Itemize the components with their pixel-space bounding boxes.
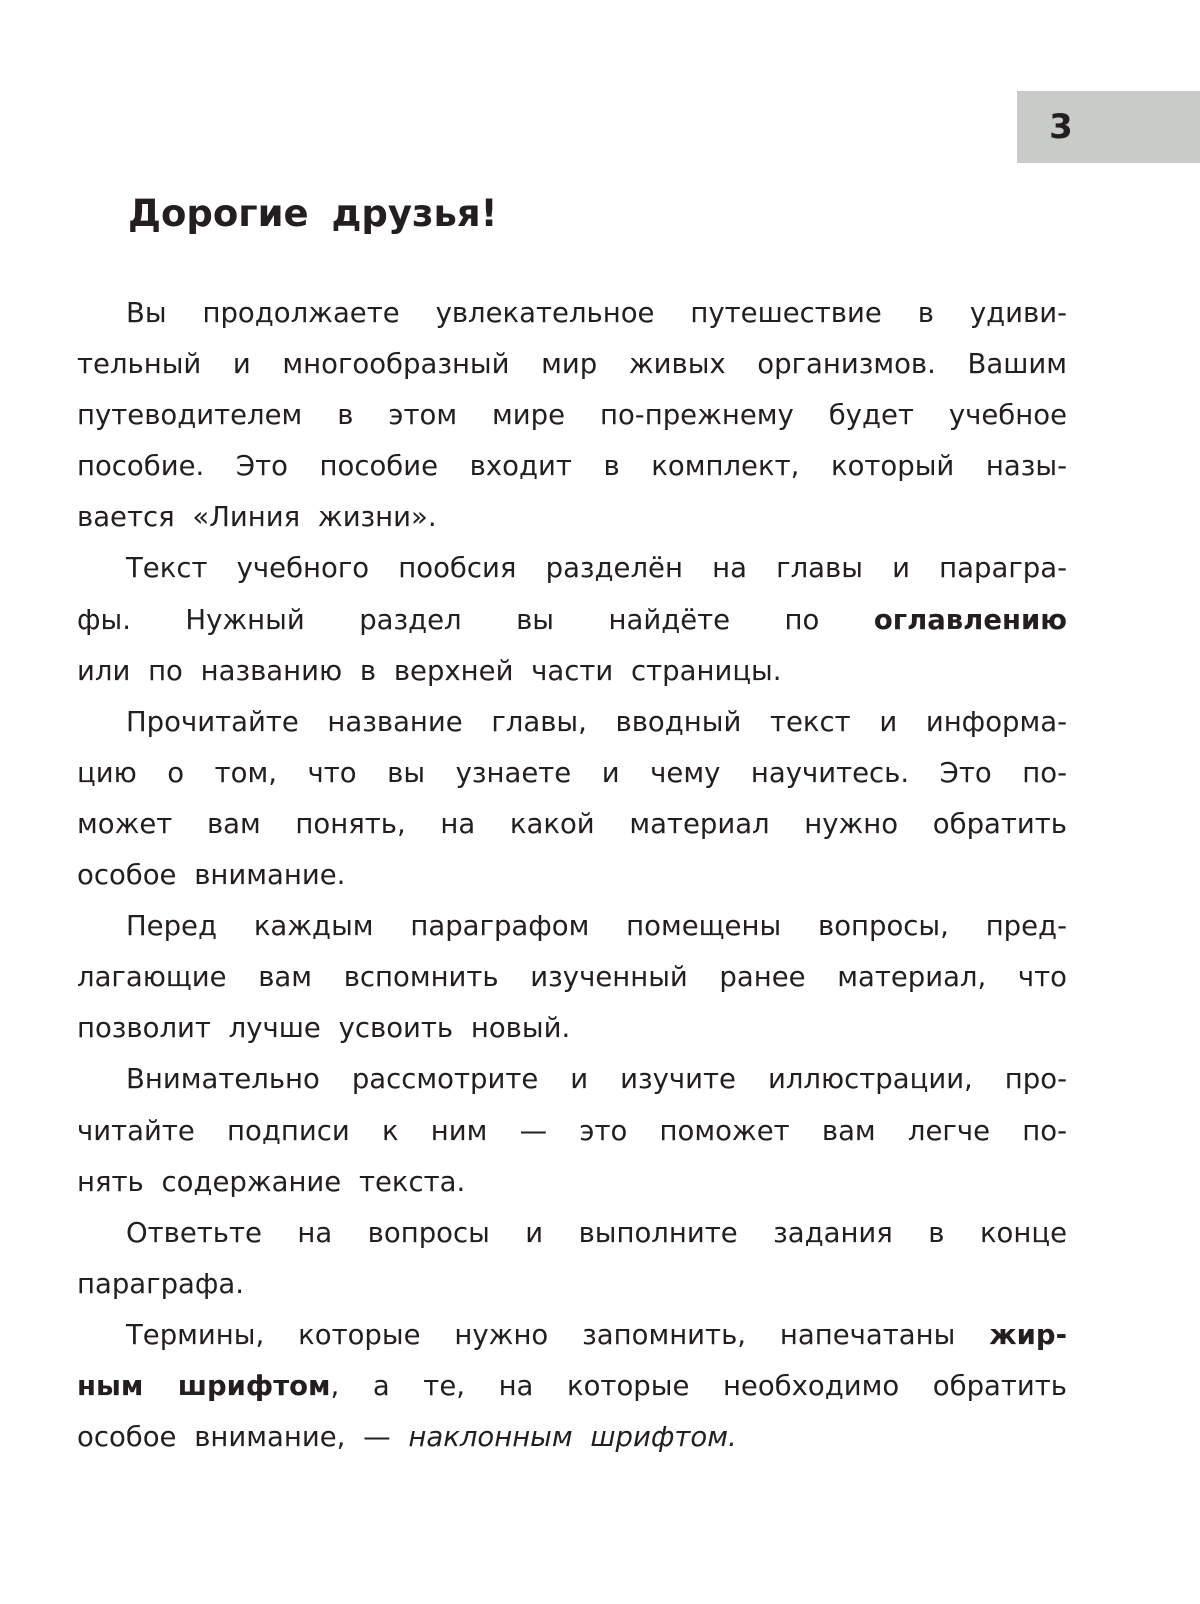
bold-term-fragment: ным шрифтом <box>77 1369 331 1402</box>
bold-term-contents: оглавлению <box>873 603 1067 636</box>
text-line: Внимательно рассмотрите и изучите иллюстрации, про- <box>126 1063 1067 1096</box>
text-line: читайте подписи к ним — это поможет вам легче по- <box>77 1114 1067 1147</box>
paragraph-questions <box>77 901 1067 1054</box>
paragraph-tasks <box>77 1208 1067 1310</box>
text-line <box>77 1412 1067 1463</box>
paragraph-structure <box>77 543 1067 696</box>
text-line: вается «Линия жизни». <box>77 501 437 534</box>
text-segment: особое внимание, — <box>77 1421 391 1454</box>
text-line: Вы продолжаете увлекательное путешествие в удиви- <box>126 297 1067 329</box>
text-segment: , а те, на которые необходимо обратить <box>330 1369 1067 1402</box>
text-line: путеводителем в этом мире по-прежнему будет учебное <box>77 399 1067 432</box>
paragraph-illustrations <box>77 1054 1067 1207</box>
text-line: может вам понять, на какой материал нужно обратить <box>77 807 1067 840</box>
text-line: или по названию в верхней части страницы. <box>77 654 782 687</box>
text-line: параграфа. <box>77 1267 245 1300</box>
text-line <box>77 1361 1067 1412</box>
text-line: Текст учебного пообсия разделён на главы и паpагра- <box>126 552 1067 585</box>
page-number-tab <box>1017 91 1200 163</box>
text-line: цию о том, что вы узнаете и чему научитесь. Это по- <box>77 756 1067 789</box>
paragraph-intro <box>77 288 1067 543</box>
body-text <box>77 288 1067 1463</box>
italic-term: наклонным шрифтом. <box>408 1421 737 1454</box>
text-line: лагающие вам вспомнить изученный ранее материал, что <box>77 961 1067 994</box>
text-line: нять содержание текста. <box>77 1165 466 1198</box>
text-line: тельный и многообразный мир живых организмов. Вашим <box>77 348 1067 381</box>
text-segment: фы. Нужный раздел вы найдёте по <box>77 603 820 636</box>
bold-term-fragment: жир- <box>989 1318 1067 1351</box>
paragraph-chapter <box>77 697 1067 901</box>
page-number: 3 <box>1049 107 1073 147</box>
text-segment: Термины, которые нужно запомнить, напечатаны <box>126 1318 956 1351</box>
text-line: Перед каждым параграфом помещены вопросы, пред- <box>126 910 1067 943</box>
text-line <box>77 595 1067 646</box>
text-line: особое внимание. <box>77 859 346 892</box>
paragraph-terms <box>77 1310 1067 1463</box>
text-line: позволит лучше усвоить новый. <box>77 1012 571 1045</box>
page-title: Дорогие друзья! <box>128 192 498 235</box>
text-line <box>77 1310 1067 1361</box>
text-line: пособие. Это пособие входит в комплект, который назы- <box>77 450 1067 483</box>
text-line: Прочитайте название главы, вводный текст и информа- <box>126 705 1067 738</box>
text-line: Ответьте на вопросы и выполните задания в конце <box>126 1216 1067 1249</box>
